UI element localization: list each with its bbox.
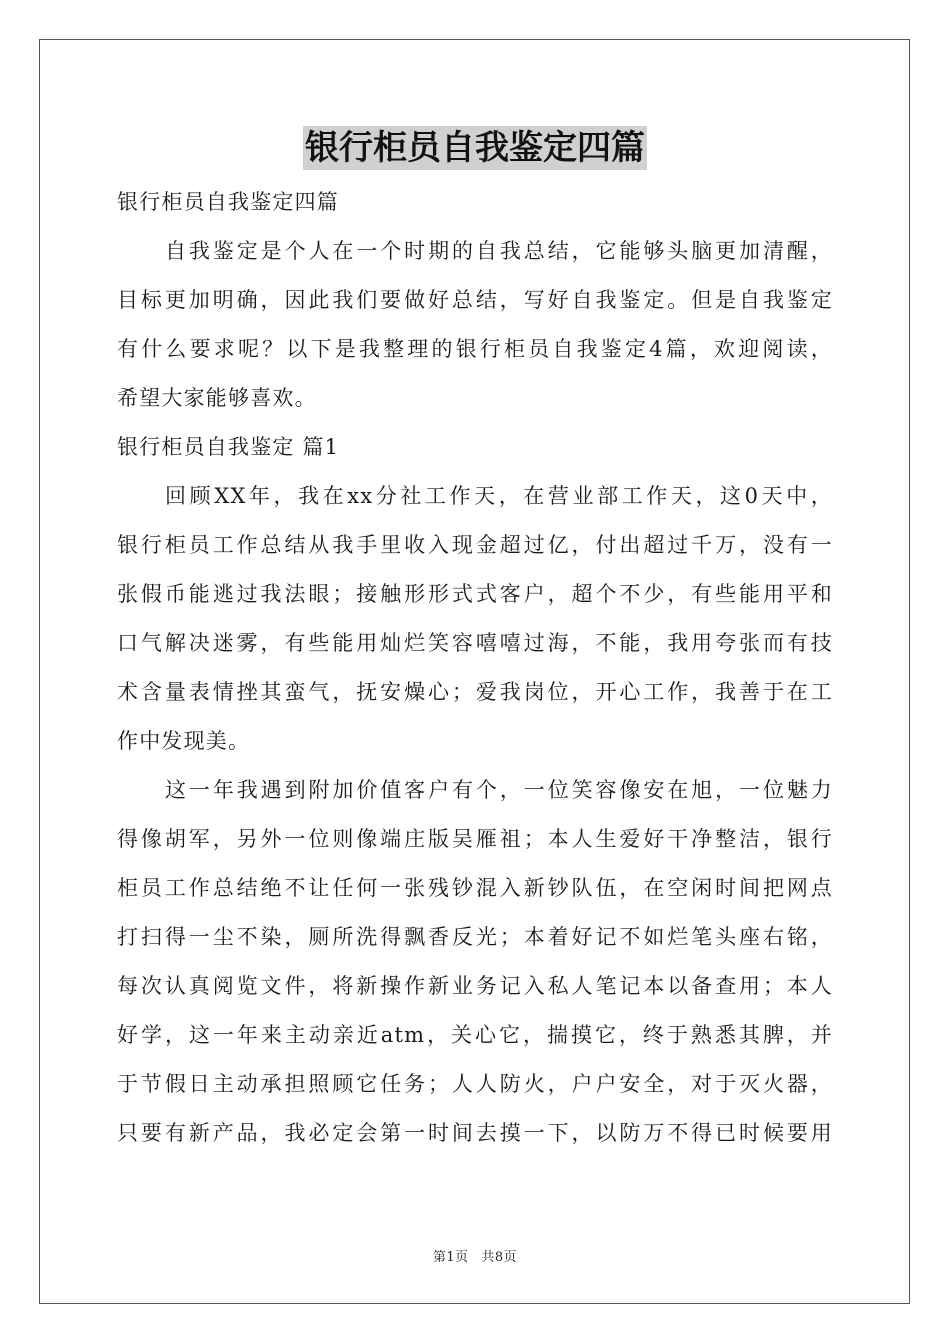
- subtitle-line: 银行柜员自我鉴定四篇: [117, 190, 339, 214]
- section-heading: 银行柜员自我鉴定 篇1: [117, 435, 340, 459]
- paragraph-line: 术含量表情挫其蛮气，抚安燥心；爱我岗位，开心工作，我善于在工: [117, 680, 833, 704]
- paragraph-line: 银行柜员工作总结从我手里收入现金超过亿，付出超过千万，没有一: [117, 533, 833, 557]
- intro-line: 希望大家能够喜欢。: [117, 386, 317, 410]
- paragraph-line: 只要有新产品，我必定会第一时间去摸一下，以防万不得已时候要用: [117, 1121, 833, 1145]
- paragraph-line: 回顾XX年，我在xx分社工作天，在营业部工作天，这0天中，: [165, 484, 833, 508]
- intro-line: 自我鉴定是个人在一个时期的自我总结，它能够头脑更加清醒，: [165, 239, 833, 263]
- paragraph-line: 于节假日主动承担照顾它任务；人人防火，户户安全，对于灭火器，: [117, 1072, 833, 1096]
- paragraph-line: 口气解决迷雾，有些能用灿烂笑容嘻嘻过海，不能，我用夸张而有技: [117, 631, 833, 655]
- paragraph-line: 作中发现美。: [117, 729, 251, 753]
- paragraph-line: 这一年我遇到附加价值客户有个，一位笑容像安在旭，一位魅力: [165, 778, 833, 802]
- total-pages: 共8页: [481, 1250, 518, 1265]
- paragraph-line: 打扫得一尘不染，厕所洗得飘香反光；本着好记不如烂笔头座右铭，: [117, 925, 833, 949]
- document-body: [117, 178, 833, 1158]
- title-area: [0, 126, 950, 170]
- paragraph-line: 张假币能逃过我法眼；接触形形式式客户，超个不少，有些能用平和: [117, 582, 833, 606]
- paragraph-line: 每次认真阅览文件，将新操作新业务记入私人笔记本以备查用；本人: [117, 974, 833, 998]
- paragraph-line: 好学，这一年来主动亲近atm，关心它，揣摸它，终于熟悉其脾，并: [117, 1023, 833, 1047]
- paragraph-two: [117, 766, 833, 1158]
- page-number: 第1页: [432, 1250, 469, 1265]
- page-footer: [0, 1246, 950, 1265]
- paragraph-one: [117, 472, 833, 766]
- intro-line: 有什么要求呢？以下是我整理的银行柜员自我鉴定4篇，欢迎阅读，: [117, 337, 833, 361]
- paragraph-line: 柜员工作总结绝不让任何一张残钞混入新钞队伍，在空闲时间把网点: [117, 876, 833, 900]
- intro-paragraph: [117, 227, 833, 423]
- intro-line: 目标更加明确，因此我们要做好总结，写好自我鉴定。但是自我鉴定: [117, 288, 833, 312]
- paragraph-line: 得像胡军，另外一位则像端庄版吴雁祖；本人生爱好干净整洁，银行: [117, 827, 833, 851]
- document-title: 银行柜员自我鉴定四篇: [305, 128, 645, 168]
